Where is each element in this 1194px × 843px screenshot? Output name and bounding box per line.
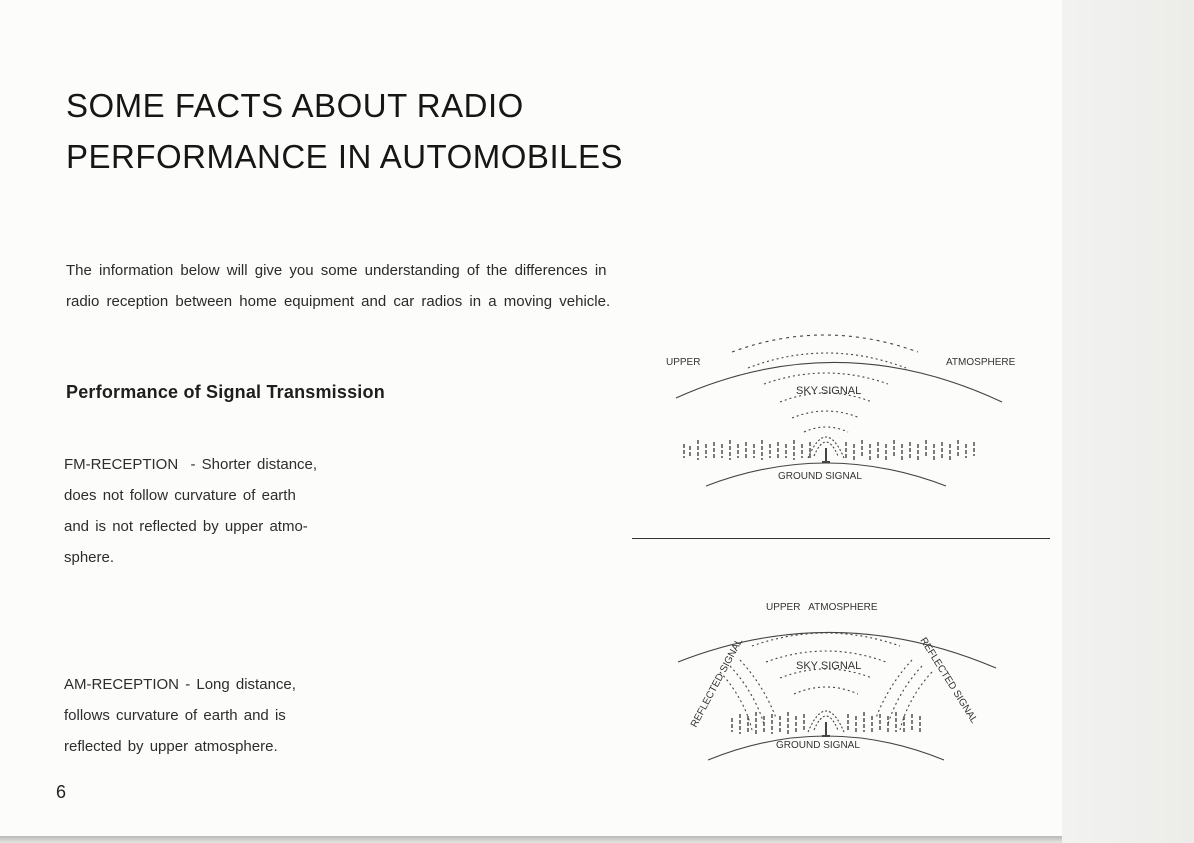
title-line-2: PERFORMANCE IN AUTOMOBILES bbox=[66, 138, 623, 175]
fm-antenna bbox=[822, 448, 830, 462]
am-reflected-signal-left-label: REFLECTED SIGNAL bbox=[688, 636, 746, 730]
fm-sky-wave-1 bbox=[764, 373, 888, 384]
fm-atmosphere-label: ATMOSPHERE bbox=[946, 357, 1016, 368]
fm-line-4: sphere. bbox=[64, 549, 115, 566]
am-line-2: follows curvature of earth and is bbox=[64, 707, 286, 724]
section-heading: Performance of Signal Transmission bbox=[66, 382, 385, 402]
am-line-1: - Long distance, bbox=[185, 676, 296, 693]
page-bottom-edge bbox=[0, 836, 1062, 843]
am-sky-wave-4 bbox=[794, 687, 858, 694]
facing-page-edge bbox=[1062, 0, 1194, 843]
am-reflected-signal-right-label: REFLECTED SIGNAL bbox=[917, 635, 980, 726]
intro-line-1: The information below will give you some understanding of the differences in bbox=[66, 262, 607, 279]
fm-sky-wave-4 bbox=[804, 427, 848, 432]
fm-line-3: and is not reflected by upper atmo- bbox=[64, 518, 308, 535]
am-label: AM-RECEPTION bbox=[64, 676, 180, 693]
title-line-1: SOME FACTS ABOUT RADIO bbox=[66, 87, 524, 124]
fm-line-2: does not follow curvature of earth bbox=[64, 487, 296, 504]
fm-outer-wave-1 bbox=[732, 335, 918, 352]
am-line-3: reflected by upper atmosphere. bbox=[64, 738, 278, 755]
fm-upper-label: UPPER bbox=[666, 357, 701, 368]
fm-label: FM-RECEPTION bbox=[64, 456, 179, 473]
am-upper-atmosphere-label: UPPER ATMOSPHERE bbox=[766, 602, 878, 613]
am-antenna bbox=[822, 722, 830, 736]
fm-line-1: - Shorter distance, bbox=[190, 456, 318, 473]
am-sky-signal-label: SKY SIGNAL bbox=[796, 660, 862, 672]
fm-ground-waves bbox=[684, 440, 974, 460]
fm-ground-signal-label: GROUND SIGNAL bbox=[778, 471, 862, 482]
intro-line-2: radio reception between home equipment and car radios in a moving vehicle. bbox=[66, 293, 611, 310]
am-ground-signal-label: GROUND SIGNAL bbox=[776, 740, 860, 751]
page-number: 6 bbox=[56, 782, 67, 802]
fm-sky-wave-3 bbox=[792, 411, 860, 418]
fm-sky-signal-label: SKY SIGNAL bbox=[796, 385, 862, 397]
